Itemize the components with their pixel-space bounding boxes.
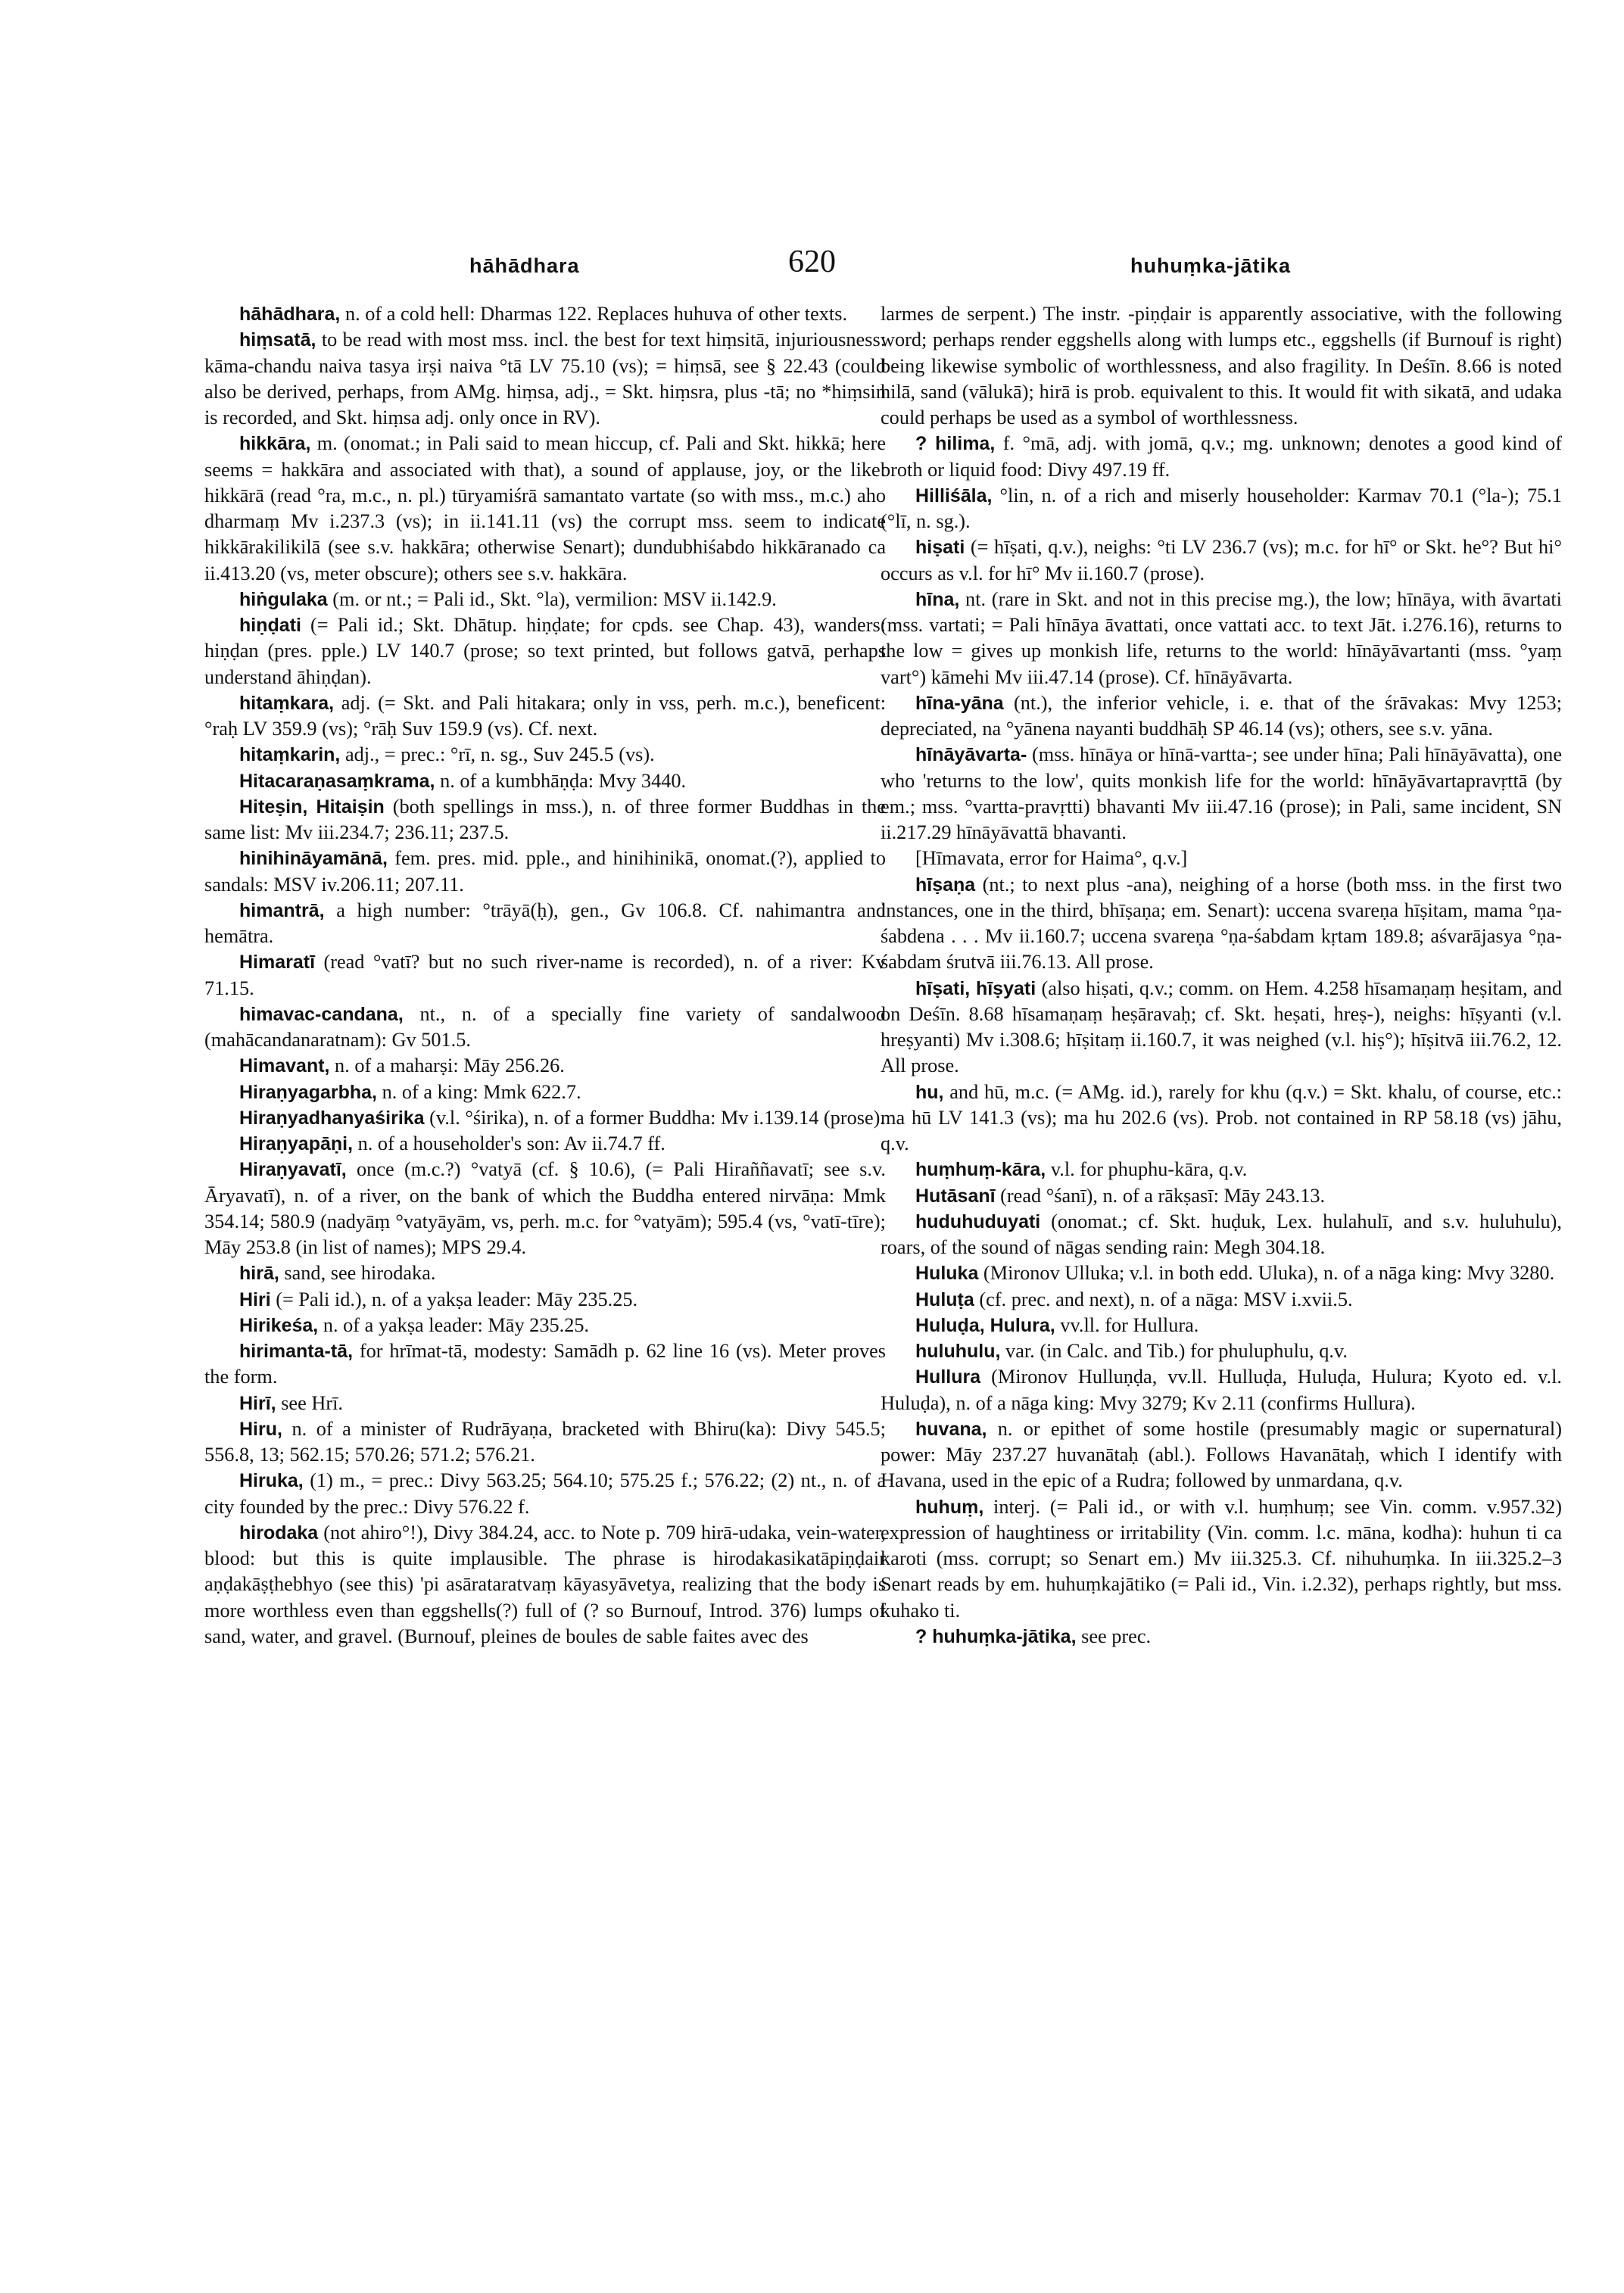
entry-text: (read °śanī), n. of a rākṣasī: Māy 243.13.	[995, 1184, 1326, 1207]
headword: Huluḍa, Hulura,	[915, 1314, 1055, 1336]
headword: hu,	[915, 1081, 944, 1103]
dictionary-entry	[881, 1287, 1562, 1313]
dictionary-entry	[204, 1002, 886, 1054]
dictionary-entry	[881, 1260, 1562, 1286]
dictionary-entry	[204, 431, 886, 587]
headword: Huluka	[915, 1263, 979, 1285]
entry-text: interj. (= Pali id., or with v.l. huṃhuṃ; see Vin. comm. v.957.32) expression of haughtiness or irritability (Vin. comm. l.c. māna, kodha): huhun ti ca karoti (mss. corrupt; so Senart em.) Mv iii.325.3. Cf. nihuhuṃka. In iii.325.2–3 Senart reads by em. huhuṃkajātiko (= Pali id., Vin. i.2.32), perhaps rightly, but mss. kuhako ti.	[881, 1495, 1562, 1622]
headword: Himaratī	[239, 952, 316, 974]
entry-text: nt. (rare in Skt. and not in this precise mg.), the low; hīnāya, with āvartati (mss. vartati; = Pali hīnāya āvattati, once vattati acc. to text Jāt. i.276.16), returns to the low = gives up monkish life, returns to the world: hīnāyāvartanti (mss. °yaṃ vart°) kāmehi Mv iii.47.14 (prose). Cf. hīnāyāvarta.	[881, 587, 1562, 688]
dictionary-entry	[881, 690, 1562, 743]
entry-text: n. of a cold hell: Dharmas 122. Replaces huhuva of other texts.	[340, 303, 848, 325]
headword: Huluṭa	[915, 1288, 974, 1310]
headword: hirā,	[239, 1263, 279, 1285]
entry-text: see prec.	[1076, 1625, 1152, 1647]
entry-text: sand, see hirodaka.	[279, 1262, 436, 1285]
dictionary-entry	[881, 301, 1562, 431]
page-number: 620	[788, 245, 836, 279]
headword: hikkāra,	[239, 433, 311, 455]
headword: Hitacaraṇasaṃkrama,	[239, 770, 435, 792]
headword: Himavant,	[239, 1055, 330, 1077]
headword: ? hilima,	[915, 433, 996, 455]
entry-text: f. °mā, adj. with jomā, q.v.; mg. unknown; denotes a good kind of broth or liquid food: Divy 497.19 ff.	[881, 432, 1562, 481]
dictionary-entry	[881, 1364, 1562, 1416]
entry-text: a high number: °trāyā(ḥ), gen., Gv 106.8. Cf. nahimantra and hemātra.	[204, 899, 886, 947]
entry-text: n. of a king: Mmk 622.7.	[377, 1080, 581, 1103]
headword: hīṣati, hīṣyati	[915, 977, 1036, 999]
dictionary-entry	[881, 587, 1562, 690]
dictionary-entry	[204, 327, 886, 431]
headword: Hiraṇyavatī,	[239, 1159, 347, 1181]
entry-text: n. of a yakṣa leader: Māy 235.25.	[318, 1313, 590, 1336]
headword: huduhuduyati	[915, 1210, 1041, 1232]
headword: Hullura	[915, 1366, 981, 1388]
entry-text: (onomat.; cf. Skt. huḍuk, Lex. hulahulī, and s.v. huluhulu), roars, of the sound of nāgas sending rain: Megh 304.18.	[881, 1210, 1562, 1258]
dictionary-entry	[204, 1131, 886, 1157]
dictionary-entry	[881, 534, 1562, 587]
dictionary-entry	[204, 1080, 886, 1105]
left-column	[204, 301, 886, 2133]
dictionary-entry	[204, 690, 886, 743]
entry-text: n. or epithet of some hostile (presumably magic or supernatural) power: Māy 237.27 huvanātaḥ (abl.). Follows Havanātaḥ, which I identify with Havana, used in the epic of a Rudra; followed by unmardana, q.v.	[881, 1417, 1562, 1492]
entry-text: nt., n. of a specially fine variety of sandalwood (mahācandanaratnam): Gv 501.5.	[204, 1002, 886, 1051]
dictionary-entry	[204, 1416, 886, 1469]
dictionary-entry	[881, 742, 1562, 846]
entry-text: (m. or nt.; = Pali id., Skt. °la), vermilion: MSV ii.142.9.	[327, 587, 777, 610]
headword: huhuṃ,	[915, 1496, 984, 1518]
headword: ? huhuṃka-jātika,	[915, 1625, 1077, 1647]
entry-text: (= Pali id.), n. of a yakṣa leader: Māy 235.25.	[270, 1288, 638, 1310]
headword: hinihināyamānā,	[239, 848, 388, 870]
headword: hiṇḍati	[239, 615, 301, 636]
headword: Hiraṇyagarbha,	[239, 1081, 378, 1103]
headword: hiṣati	[915, 537, 965, 559]
entry-text: for hrīmat-tā, modesty: Samādh p. 62 line 16 (vs). Meter proves the form.	[204, 1340, 886, 1388]
entry-text: to be read with most mss. incl. the best for text hiṃsitā, injuriousness: kāma-chandu naiva tasya irṣi naiva °tā LV 75.10 (vs); = hiṃsā, see § 22.43 (could also be derived, perhaps, from AMg. hiṃsa, adj., = Skt. hiṃsra, plus -tā; no *hiṃsin is recorded, and Skt. hiṃsa adj. only once in RV).	[204, 329, 886, 428]
dictionary-entry	[881, 1624, 1562, 1650]
headword: Hiruka,	[239, 1470, 304, 1492]
entry-text: var. (in Calc. and Tib.) for phuluphulu, q.v.	[1000, 1340, 1348, 1362]
entry-text: (cf. prec. and next), n. of a nāga: MSV i.xvii.5.	[974, 1288, 1353, 1310]
entry-text: n. of a minister of Rudrāyaṇa, bracketed with Bhiru(ka): Divy 545.5; 556.8, 13; 562.15; 570.26; 571.2; 576.21.	[204, 1417, 886, 1466]
headword: huvana,	[915, 1418, 987, 1440]
entry-text: (Mironov Ulluka; v.l. in both edd. Uluka), n. of a nāga king: Mvy 3280.	[978, 1262, 1555, 1285]
dictionary-entry	[204, 846, 886, 898]
entry-text: once (m.c.?) °vatyā (cf. § 10.6), (= Pali Hiraññavatī; see s.v. Āryavatī), n. of a river, on the bank of which the Buddha entered nirvāṇa: Mmk 354.14; 580.9 (nadyāṃ °vatyāyām, vs, perh. m.c. for °vatyām); 595.4 (vs, °vatī-tīre); Māy 253.8 (in list of names); MPS 29.4.	[204, 1158, 886, 1258]
entry-text: (= Pali id.; Skt. Dhātup. hiṇḍate; for cpds. see Chap. 43), wanders: hiṇḍan (pres. pple.) LV 140.7 (prose; so text printed, but follows gatvā, perhaps understand āhiṇḍan).	[204, 614, 886, 688]
headword: Hiraṇyapāṇi,	[239, 1133, 354, 1154]
dictionary-entry	[204, 587, 886, 612]
dictionary-entry	[204, 612, 886, 690]
entry-text: v.l. for phuphu-kāra, q.v.	[1046, 1158, 1248, 1181]
entry-text: (mss. hīnāya or hīnā-vartta-; see under hīna; Pali hīnāyāvatta), one who 'returns to the low', quits monkish life for the world: hīnāyāvartapravṛttā (by em.; mss. °vartta-pravṛtti) bhavanti Mv iii.47.16 (prose); in Pali, same incident, SN ii.217.29 hīnāyāvattā bhavanti.	[881, 743, 1562, 843]
dictionary-entry	[204, 742, 886, 768]
headword: Hiteṣin, Hitaiṣin	[239, 796, 385, 818]
entry-text: adj., = prec.: °rī, n. sg., Suv 245.5 (vs).	[340, 743, 655, 766]
entry-text: (also hiṣati, q.v.; comm. on Hem. 4.258 hīsamaṇaṃ heṣitam, and on Deśīn. 8.68 hīsamaṇaṃ heṣāravaḥ; cf. Skt. heṣati, hreṣ-), neighs: hīṣyanti (v.l. hreṣyanti) Mv i.308.6; hīṣitaṃ ii.160.7, it was neighed (v.l. hiṣ°); hīṣitvā iii.76.2, 12. All prose.	[881, 977, 1562, 1077]
dictionary-entry	[881, 483, 1562, 535]
headword: hitaṃkara,	[239, 692, 335, 714]
entry-text: and hū, m.c. (= AMg. id.), rarely for khu (q.v.) = Skt. khalu, of course, etc.: ma hū LV 141.3 (vs); ma hu 202.6 (vs). Prob. not contained in RP 58.18 (vs) jāhu, q.v.	[881, 1080, 1562, 1154]
dictionary-entry	[881, 431, 1562, 483]
entry-text: m. (onomat.; in Pali said to mean hiccup, cf. Pali and Skt. hikkā; here seems = hakkāra and associated with that), a sound of applause, joy, or the like: hikkārā (read °ra, m.c., n. pl.) tūryamiśrā samantato vartate (so with mss., m.c.) aho dharmaṃ Mv i.237.3 (vs); in ii.141.11 (vs) the corrupt mss. seem to indicate hikkārakilikilā (see s.v. hakkāra; otherwise Senart); dundubhiśabdo hikkāranado ca ii.413.20 (vs, meter obscure); others see s.v. hakkāra.	[204, 432, 886, 584]
dictionary-entry	[204, 1468, 886, 1520]
entry-text: n. of a maharṣi: Māy 256.26.	[329, 1055, 565, 1077]
headword: hīna,	[915, 588, 960, 610]
entry-text: see Hrī.	[276, 1391, 343, 1414]
headword: hirodaka	[239, 1522, 319, 1544]
headword: hiṃsatā,	[239, 329, 316, 351]
headword: huṃhuṃ-kāra,	[915, 1159, 1046, 1181]
dictionary-entry	[204, 1287, 886, 1313]
entry-text: adj. (= Skt. and Pali hitakara; only in vss, perh. m.c.), beneficent: °raḥ LV 359.9 (vs); °rāḥ Suv 159.9 (vs). Cf. next.	[204, 691, 886, 740]
entry-text: (Mironov Hulluṇḍa, vv.ll. Hulluḍa, Huluḍa, Hulura; Kyoto ed. v.l. Huluḍa), n. of a nāga king: Mvy 3279; Kv 2.11 (confirms Hullura).	[881, 1366, 1562, 1414]
headword: hīṣaṇa	[915, 874, 976, 896]
dictionary-entry	[204, 1313, 886, 1338]
dictionary-entry	[204, 1053, 886, 1079]
dictionary-entry	[204, 1157, 886, 1260]
headword: Hilliśāla,	[915, 484, 993, 506]
headword: huluhulu,	[915, 1341, 1001, 1362]
dictionary-entry	[204, 1260, 886, 1286]
dictionary-entry	[881, 1209, 1562, 1261]
right-guideword: huhuṃka-jātika	[1130, 254, 1291, 277]
headword: himavac-candana,	[239, 1003, 404, 1025]
entry-text: (both spellings in mss.), n. of three former Buddhas in the same list: Mv iii.234.7; 236.11; 237.5.	[204, 795, 886, 843]
entry-text: (read °vatī? but no such river-name is recorded), n. of a river: Kv 71.15.	[204, 951, 886, 999]
dictionary-entry	[881, 846, 1562, 871]
entry-text: vv.ll. for Hullura.	[1055, 1313, 1199, 1336]
headword: hirimanta-tā,	[239, 1341, 354, 1362]
dictionary-entry	[881, 976, 1562, 1080]
headword: Hutāsanī	[915, 1185, 996, 1207]
entry-text: °lin, n. of a rich and miserly householder: Karmav 70.1 (°la-); 75.1 (°lī, n. sg.).	[881, 484, 1562, 532]
dictionary-entry	[204, 301, 886, 327]
entry-text: (1) m., = prec.: Divy 563.25; 564.10; 575.25 f.; 576.22; (2) nt., n. of a city founded by the prec.: Divy 576.22 f.	[204, 1469, 886, 1518]
dictionary-entry	[204, 949, 886, 1002]
entry-text: n. of a kumbhāṇḍa: Mvy 3440.	[435, 769, 687, 792]
entry-text: larmes de serpent.) The instr. -piṇḍair is apparently associative, with the following word; perhaps render eggshells along with lumps etc., eggshells (if Burnouf is right) being likewise symbolic of worthlessness, and also fragility. In Deśīn. 8.66 is noted hilā, sand (vālukā); hirā is prob. equivalent to this. It would fit with sikatā, and udaka could perhaps be used as a symbol of worthlessness.	[881, 303, 1562, 428]
entry-text: (v.l. °śirika), n. of a former Buddha: Mv i.139.14 (prose).	[424, 1106, 885, 1129]
entry-text: (nt.; to next plus -ana), neighing of a horse (both mss. in the first two instances, one in the third, bhīṣaṇa; em. Senart): uccena svareṇa hīṣitam, mama °ṇa-śabdena . . . Mv ii.160.7; uccena svareṇa °ṇa-śabdam kṛtam 189.8; aśvarājasya °ṇa-śabdam śrutvā iii.76.13. All prose.	[881, 873, 1562, 974]
running-head	[151, 244, 1473, 289]
entry-text: [Hīmavata, error for Haima°, q.v.]	[915, 847, 1188, 870]
headword: Hiraṇyadhanyaśirika	[239, 1107, 425, 1129]
dictionary-entry	[881, 1494, 1562, 1624]
headword: Hiru,	[239, 1418, 282, 1440]
entry-text: fem. pres. mid. pple., and hinihinikā, onomat.(?), applied to sandals: MSV iv.206.11; 207.11.	[204, 847, 886, 896]
dictionary-entry	[204, 1391, 886, 1416]
dictionary-entry	[881, 1183, 1562, 1209]
dictionary-entry	[881, 1338, 1562, 1364]
dictionary-entry	[204, 1520, 886, 1650]
headword: Hirī,	[239, 1392, 276, 1414]
dictionary-entry	[881, 1080, 1562, 1157]
dictionary-entry	[881, 872, 1562, 976]
headword: Hiri	[239, 1288, 271, 1310]
dictionary-entry	[204, 794, 886, 846]
dictionary-entry	[881, 1416, 1562, 1494]
headword: hitaṃkarin,	[239, 744, 341, 766]
headword: hiṅgulaka	[239, 588, 328, 610]
headword: hīnāyāvarta-	[915, 744, 1027, 766]
dictionary-entry	[881, 1313, 1562, 1338]
right-column	[881, 301, 1562, 2133]
entry-text: (= hīṣati, q.v.), neighs: °ti LV 236.7 (vs); m.c. for hī° or Skt. he°? But hi° occurs as v.l. for hī° Mv ii.160.7 (prose).	[881, 536, 1562, 584]
dictionary-entry	[204, 898, 886, 950]
left-guideword: hāhādhara	[469, 254, 580, 277]
dictionary-entry	[204, 768, 886, 794]
dictionary-entry	[204, 1338, 886, 1391]
dictionary-entry	[881, 1157, 1562, 1182]
headword: himantrā,	[239, 899, 325, 921]
entry-text: (not ahiro°!), Divy 384.24, acc. to Note p. 709 hirā-udaka, vein-water, blood: but this is quite implausible. The phrase is hirodakasikatāpiṇḍair aṇḍakāṣṭhebhyo (see this) 'pi asārataratvaṃ kāyasyāvetya, realizing that the body is more worthless even than eggshells(?) full of (? so Burnouf, Introd. 376) lumps of sand, water, and gravel. (Burnouf, pleines de boules de sable faites avec des	[204, 1521, 886, 1647]
headword: hāhādhara,	[239, 304, 341, 325]
headword: Hirikeśa,	[239, 1314, 319, 1336]
headword: hīna-yāna	[915, 692, 1004, 714]
entry-text: n. of a householder's son: Av ii.74.7 ff.	[353, 1132, 665, 1154]
dictionary-entry	[204, 1105, 886, 1131]
entry-text: (nt.), the inferior vehicle, i. e. that of the śrāvakas: Mvy 1253; depreciated, na °yānena nayanti buddhāḥ SP 46.14 (vs); others, see s.v. yāna.	[881, 691, 1562, 740]
